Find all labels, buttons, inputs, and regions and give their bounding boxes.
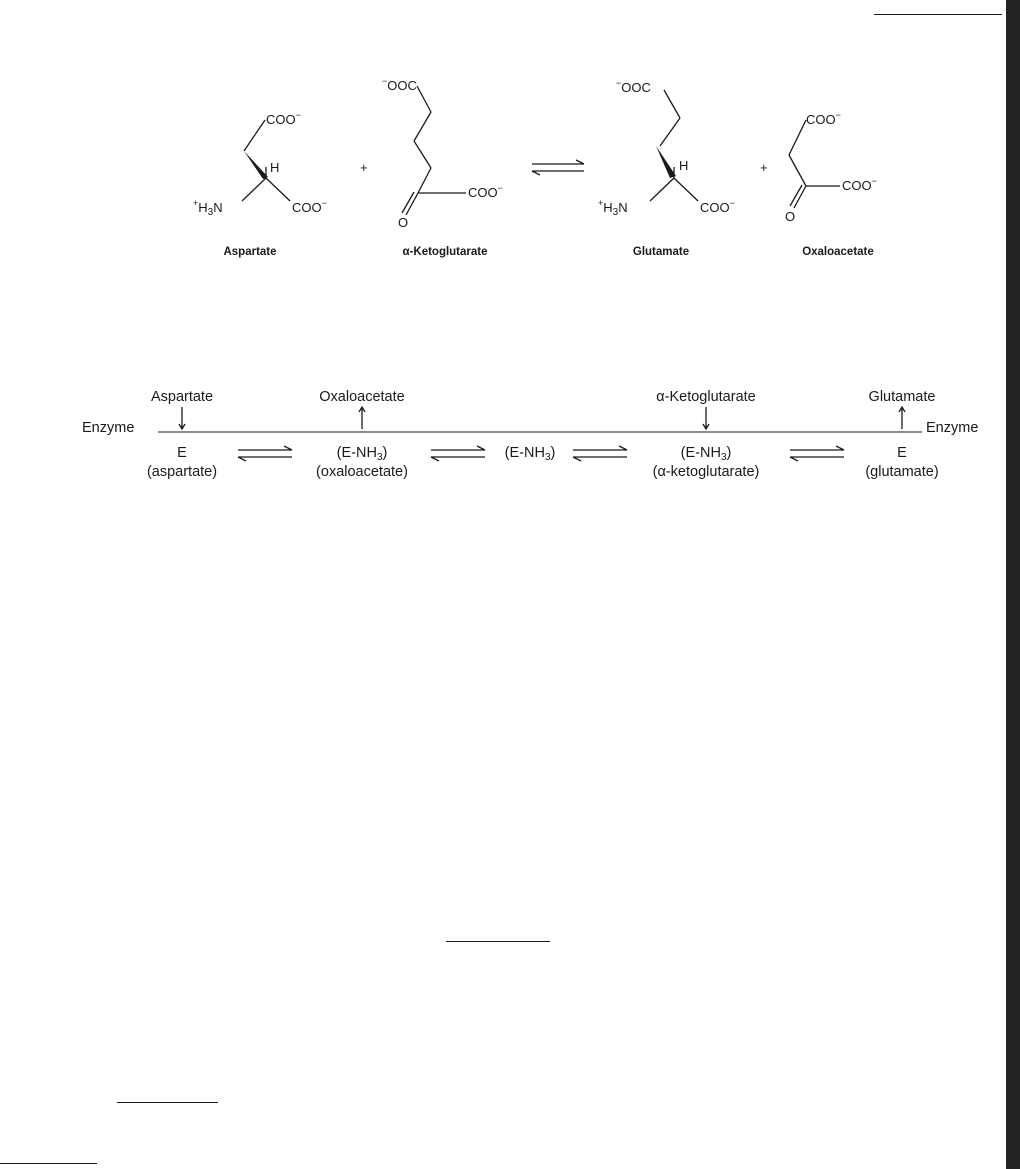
bond (664, 90, 680, 118)
svg-text:(α-ketoglutarate): (α-ketoglutarate) (652, 464, 760, 480)
wedge-bond (244, 151, 268, 179)
aspartate-h: H (270, 160, 280, 175)
bond (650, 178, 674, 201)
enzyme-right-label: Enzyme (926, 420, 979, 436)
bond (417, 86, 431, 112)
label-aspartate: Aspartate (223, 246, 277, 258)
enzyme-state (653, 445, 760, 480)
reverse-arrow (532, 171, 584, 175)
scan-edge (1006, 0, 1020, 1169)
answer-blank-line (0, 1163, 97, 1164)
chemical-equation (193, 76, 877, 258)
svg-text:COO−: COO− (292, 198, 327, 215)
double-bond (790, 185, 806, 208)
output-glutamate: Glutamate (868, 389, 936, 405)
svg-text:(oxaloacetate): (oxaloacetate) (316, 464, 408, 480)
svg-text:(E-NH3): $(E-NH_3)$ (504, 445, 556, 463)
bond (789, 120, 806, 155)
enzyme-left-label: Enzyme (82, 420, 135, 436)
aspartate-coo-right: COO (292, 200, 322, 215)
svg-text:COO− (266, 110, 301, 127)
bond (660, 118, 680, 146)
bond (242, 178, 266, 201)
svg-text:−OOC: −OOC (382, 76, 417, 93)
input-alpha-ketoglutarate: α-Ketoglutarate (656, 389, 756, 405)
svg-text:COO−: COO− (468, 183, 503, 200)
svg-text:COO−: COO− (806, 110, 841, 127)
akg-coo-right: COO (468, 185, 498, 200)
bond (266, 178, 290, 201)
up-arrow (359, 407, 365, 429)
svg-text:(E-NH3): $(E-NH_3)$ (680, 445, 732, 463)
down-arrow (703, 407, 709, 429)
svg-text:+H3N: $^+H_3N$ (193, 198, 223, 218)
up-arrow (899, 407, 905, 429)
equilibrium-arrows (573, 446, 627, 461)
equilibrium-arrows (238, 446, 292, 461)
akg-ooc-top: OOC (387, 78, 417, 93)
svg-text:COO−: COO− (842, 176, 877, 193)
enzyme-state (865, 445, 938, 480)
bond (244, 120, 265, 151)
oaa-coo-top: COO (806, 112, 836, 127)
glu-coo-right: COO (700, 200, 730, 215)
answer-blank-line (117, 1102, 218, 1103)
label-glutamate: Glutamate (632, 246, 690, 258)
charge-plus: + (193, 198, 199, 208)
svg-text:E: E (897, 445, 907, 461)
charge-minus: − (295, 110, 301, 120)
svg-text:(E-NH3): $(E-NH_3)$ (336, 445, 388, 463)
oxaloacetate-structure (785, 110, 877, 258)
glutamate-structure (598, 78, 735, 258)
double-bond (402, 192, 418, 215)
wedge-bond (656, 146, 676, 178)
alpha-ketoglutarate-structure (382, 76, 503, 258)
svg-text:(glutamate): (glutamate) (865, 464, 939, 480)
svg-text:+H3N: $^+H_3N$ (598, 198, 628, 218)
label-oxaloacetate: Oxaloacetate (802, 246, 874, 258)
svg-text:(aspartate): (aspartate) (146, 464, 218, 480)
svg-text:E: E (177, 445, 187, 461)
bond (414, 112, 431, 141)
glu-ooc-top: OOC (621, 80, 651, 95)
enzyme-state (316, 445, 408, 480)
down-arrow (179, 407, 185, 429)
svg-text:−OOC: −OOC (616, 78, 651, 95)
oaa-oxygen: O (785, 209, 796, 224)
bond (414, 141, 431, 168)
equilibrium-arrows (790, 446, 844, 461)
bond (674, 178, 698, 201)
oaa-coo-right: COO (842, 178, 872, 193)
plus-sign: + (360, 160, 368, 175)
answer-blank-line (874, 14, 1002, 15)
aspartate-structure (193, 110, 327, 258)
input-aspartate: Aspartate (150, 389, 214, 405)
ping-pong-mechanism (82, 389, 978, 480)
akg-oxygen: O (398, 215, 409, 230)
glutamate-h: H (679, 158, 689, 173)
plus-sign: + (760, 160, 768, 175)
aspartate-coo-top: COO (266, 112, 296, 127)
output-oxaloacetate: Oxaloacetate (319, 389, 405, 405)
enzyme-state (147, 445, 217, 480)
forward-arrow (532, 160, 584, 164)
bond (418, 168, 431, 193)
equilibrium-arrows (431, 446, 485, 461)
equilibrium-arrows (532, 160, 584, 175)
label-alpha-ketoglutarate: α-Ketoglutarate (402, 246, 488, 258)
bond (789, 155, 806, 186)
svg-text:COO−: COO− (700, 198, 735, 215)
answer-blank-line (446, 941, 550, 942)
enzyme-state (505, 445, 556, 463)
